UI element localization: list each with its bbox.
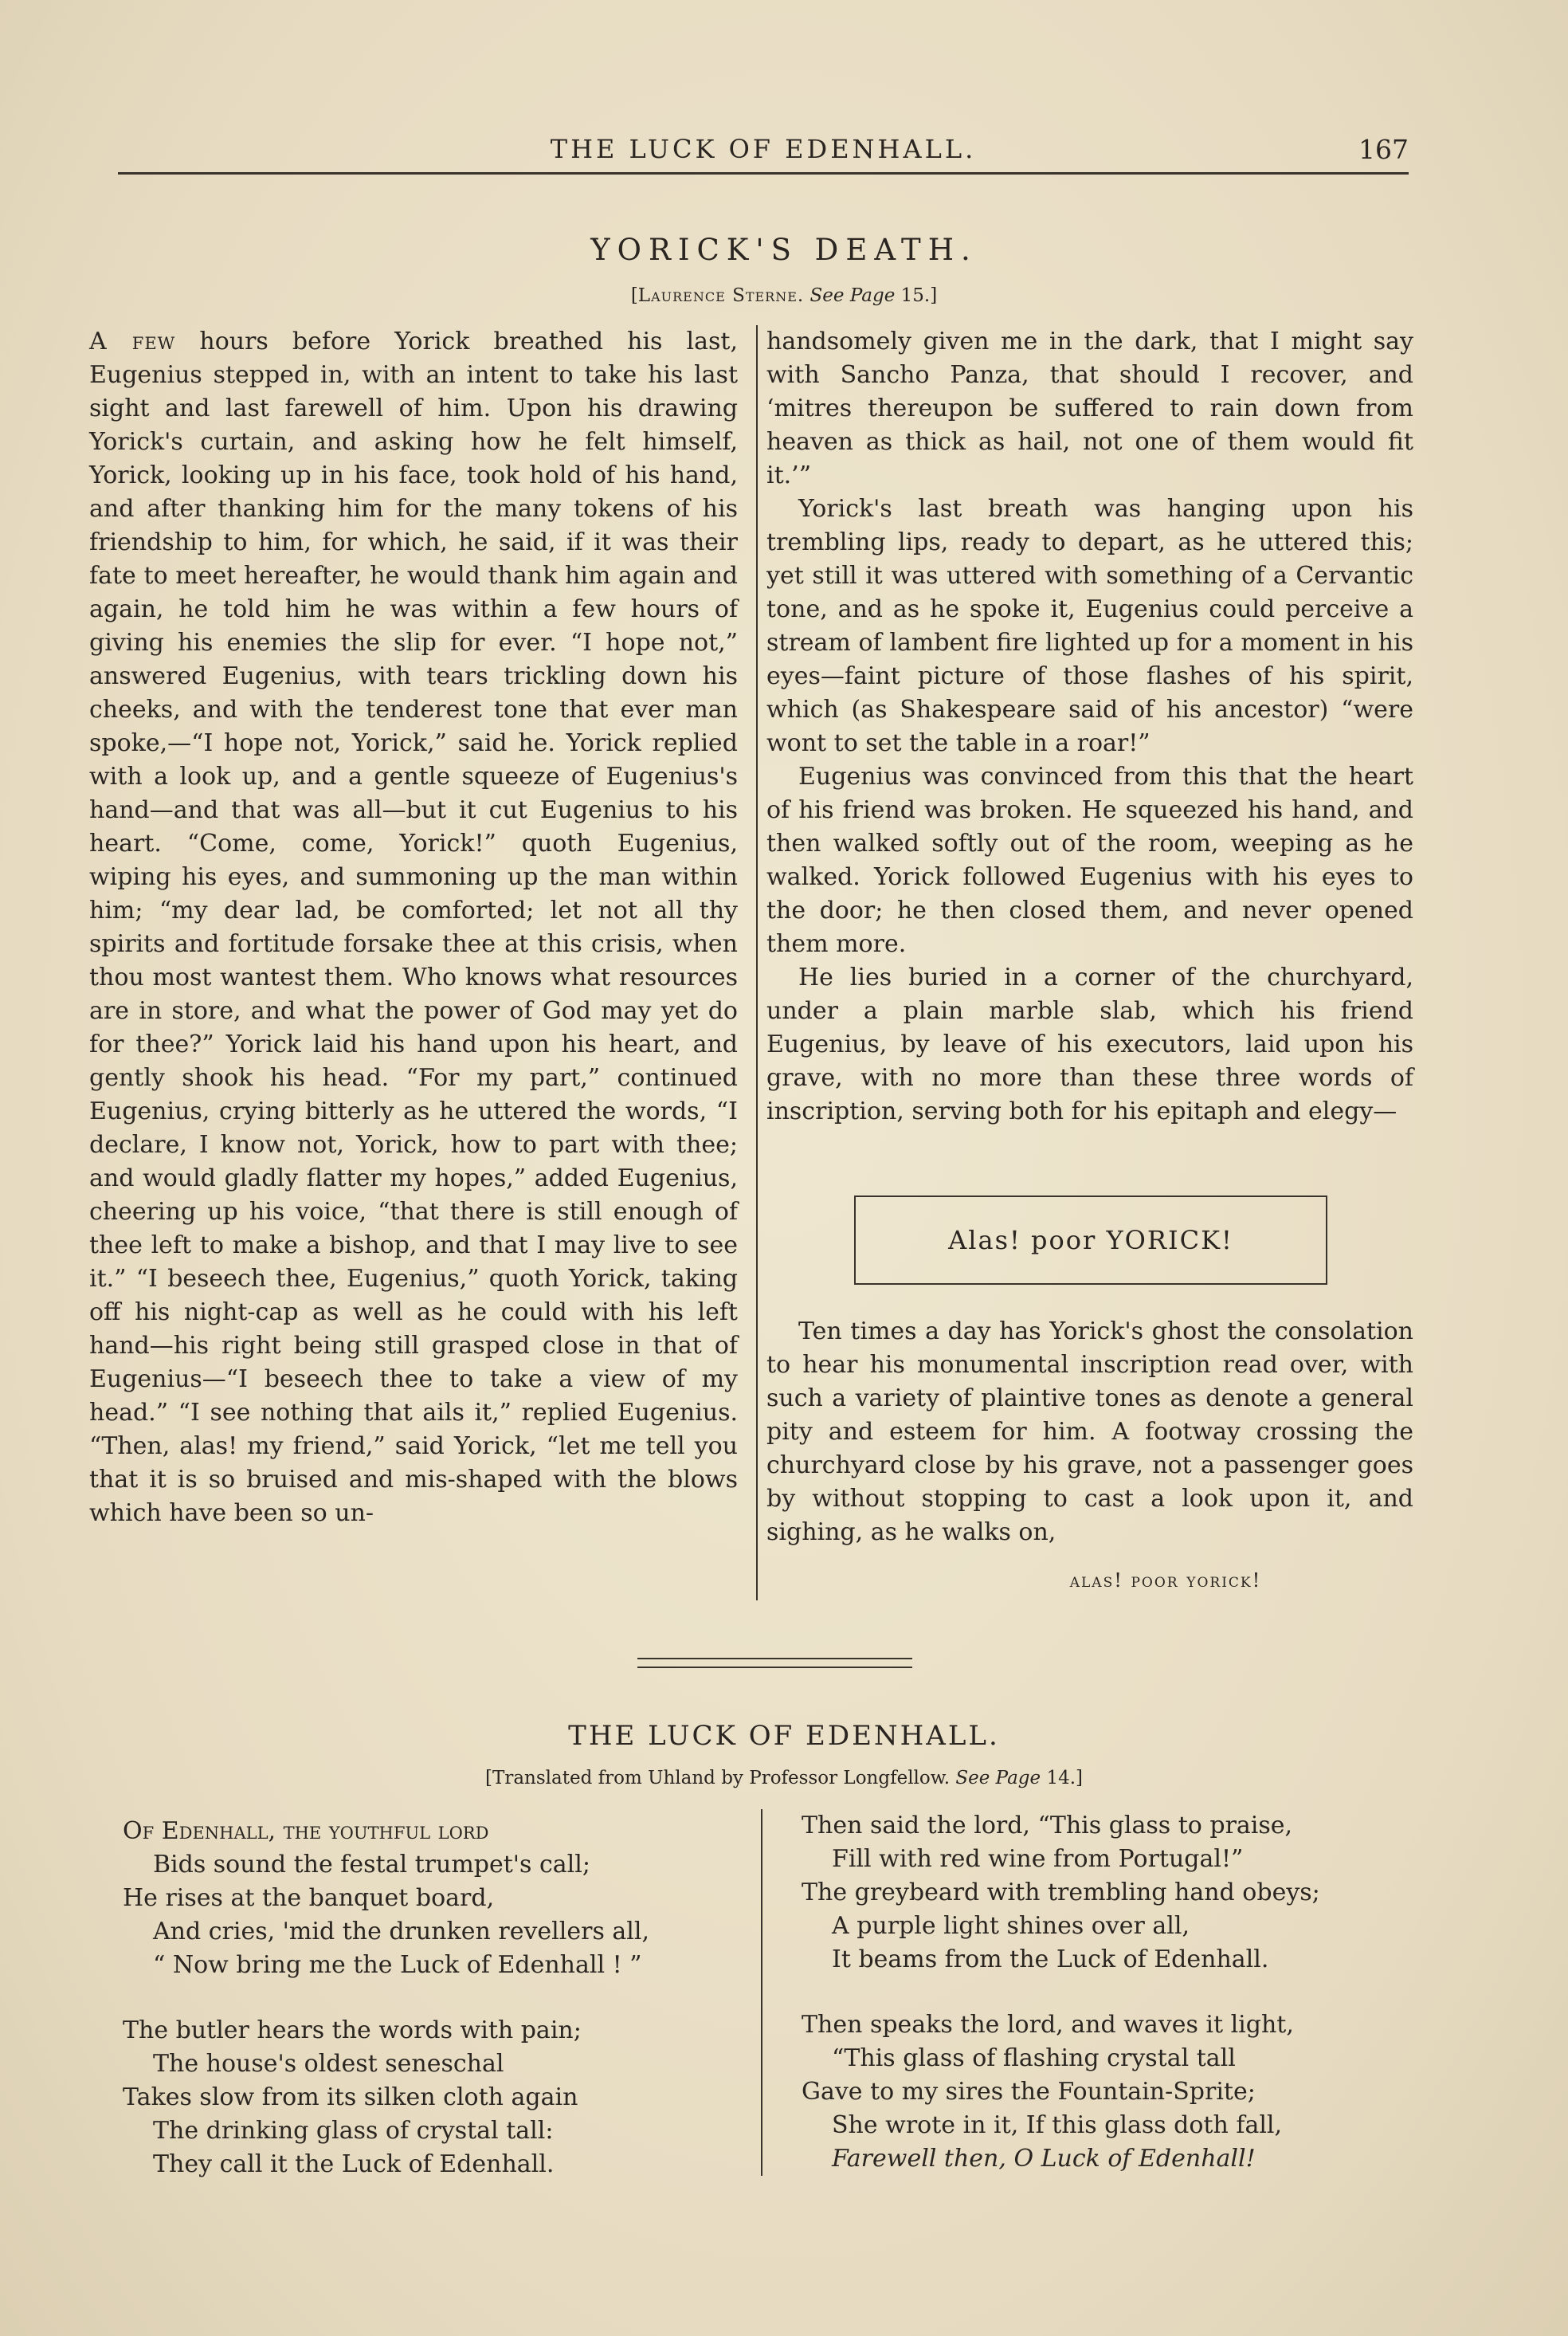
yorick-left-paragraph [89,325,738,1530]
poem-line: And cries, 'mid the drunken revellers all, [153,1918,649,1945]
poem-line: The drinking glass of crystal tall: [153,2117,554,2145]
yorick-title: YORICK'S DEATH. [590,233,978,267]
poem-line: Then speaks the lord, and waves it light, [802,2011,1294,2039]
yorick-right-column [766,325,1413,1129]
yorick-ref-page: 15. [900,285,931,306]
yorick-ref-see: See Page [809,285,896,306]
edenhall-title: THE LUCK OF EDENHALL. [568,1720,1000,1752]
yorick-ref-author: Laurence Sterne. [637,285,805,306]
poem-line: The greybeard with trembling hand obeys; [802,1879,1320,1906]
running-head [118,134,1409,175]
poem-line: Bids sound the festal trumpet's call; [153,1851,590,1879]
poem-line: He rises at the banquet board, [123,1884,495,1912]
closing-epitaph: alas! poor yorick! [1069,1569,1262,1592]
poem-line: Of Edenhall, the youthful lord [123,1817,489,1845]
edenhall-source-ref: [Translated from Uhland by Professor Longfellow. See Page 14.] [485,1768,1083,1788]
page-number: 167 [1358,134,1409,165]
epitaph-text: Alas! poor YORICK! [948,1225,1233,1255]
edenhall-ref-see: See Page [955,1768,1041,1788]
poem-line: “This glass of flashing crystal tall [832,2044,1236,2072]
poem-line: Then said the lord, “This glass to praise, [802,1812,1293,1839]
edenhall-stanza-4 [802,2008,1320,2176]
edenhall-stanza-3 [802,1809,1320,1977]
yorick-right-paragraph-1: handsomely given me in the dark, that I might say with Sancho Panza, that should I recover, and ‘mitres thereupon be suffered to rain down from heaven as thick as hail, not one of them would fit it.’” [766,328,1413,489]
edenhall-left-poem [123,1815,649,2213]
poem-line: A purple light shines over all, [832,1912,1190,1940]
poem-line: The butler hears the words with pain; [123,2016,582,2044]
poem-line: The house's oldest seneschal [153,2050,504,2078]
edenhall-ref-text: Translated from Uhland by Professor Longfellow. [492,1768,951,1788]
running-title: THE LUCK OF EDENHALL. [550,134,977,164]
poem-line: Takes slow from its silken cloth again [123,2083,578,2111]
yorick-right-paragraph-2: Yorick's last breath was hanging upon his trembling lips, ready to depart, as he uttered this; yet still it was uttered with something of a Cervantic tone, and as he spoke it, Eugenius could perceive a stream of lambent fire lighted up for a moment in his eyes—faint picture of those flashes of his spirit, which (as Shakespeare said of his ancestor) “were wont to set the table in a roar!” [766,495,1413,757]
epitaph-box [854,1195,1327,1285]
edenhall-stanza-1 [123,1815,649,1982]
yorick-left-column [89,325,738,1530]
poem-line: It beams from the Luck of Edenhall. [832,1945,1269,1973]
yorick-lead-words: A few [89,328,176,355]
edenhall-ref-page: 14. [1046,1768,1076,1788]
poem-line: “ Now bring me the Luck of Edenhall ! ” [153,1951,642,1979]
yorick-closing-column [766,1315,1413,1549]
yorick-right-paragraph-4: He lies buried in a corner of the churchyard, under a plain marble slab, which his friend Eugenius, by leave of his executors, laid upon his grave, with no more than these three words of inscription, serving both for his epitaph and elegy— [766,964,1413,1125]
section-divider [637,1658,912,1668]
yorick-left-text: hours before Yorick breathed his last, Eugenius stepped in, with an intent to take his last sight and last farewell of him. Upon his drawing Yorick's curtain, and asking how he felt himself, Yorick, looking up in his face, took hold of his hand, and after thanking him for the many tokens of his friendship to him, for which, he said, if it was their fate to meet hereafter, he would thank him again and again, he told him he was within a few hours of giving his enemies the slip for ever. “I hope not,” answered Eugenius, with tears trickling down his cheeks, and with the tenderest tone that ever man spoke,—“I hope not, Yorick,” said he. Yorick replied with a look up, and a gentle squeeze of Eugenius's hand—and that was all—but it cut Eugenius to his heart. “Come, come, Yorick!” quoth Eugenius, wiping his eyes, and summoning up the man within him; “my dear lad, be comforted; let not all thy spirits and fortitude forsake thee at this crisis, when thou most wantest them. Who knows what resources are in store, and what the power of God may yet do for thee?” Yorick laid his hand upon his heart, and gently shook his head. “For my part,” continued Eugenius, crying bitterly as he uttered the words, “I declare, I know not, Yorick, how to part with thee; and would gladly flatter my hopes,” added Eugenius, cheering up his voice, “that there is still enough of thee left to make a bishop, and that I may live to see it.” “I beseech thee, Eugenius,” quoth Yorick, taking off his night-cap as well as he could with his left hand—his right being still grasped close in that of Eugenius—“I beseech thee to take a view of my head.” “I see nothing that ails it,” replied Eugenius. “Then, alas! my friend,” said Yorick, “let me tell you that it is so bruised and mis-shaped with the blows which have been so un- [89,328,739,1527]
yorick-column-divider [756,325,758,1600]
edenhall-stanza-2 [123,2014,649,2181]
poem-line: She wrote in it, If this glass doth fall, [832,2111,1283,2139]
poem-line: Gave to my sires the Fountain-Sprite; [802,2078,1256,2106]
yorick-source-ref: [Laurence Sterne. See Page 15.] [630,285,938,306]
poem-line: Farewell then, O Luck of Edenhall! [832,2145,1256,2173]
edenhall-column-divider [761,1809,762,2176]
edenhall-right-poem [802,1809,1320,2208]
yorick-closing-paragraph: Ten times a day has Yorick's ghost the consolation to hear his monumental inscription read over, with such a variety of plaintive tones as denote a general pity and esteem for him. A footway crossing the churchyard close by his grave, not a passenger goes by without stopping to cast a look upon it, and sighing, as he walks on, [766,1317,1413,1546]
poem-line: Fill with red wine from Portugal!” [832,1845,1244,1873]
yorick-right-paragraph-3: Eugenius was convinced from this that the heart of his friend was broken. He squeezed his hand, and then walked softly out of the room, weeping as he walked. Yorick followed Eugenius with his eyes to the door; he then closed them, and never opened them more. [766,763,1413,958]
poem-line: They call it the Luck of Edenhall. [153,2150,555,2178]
